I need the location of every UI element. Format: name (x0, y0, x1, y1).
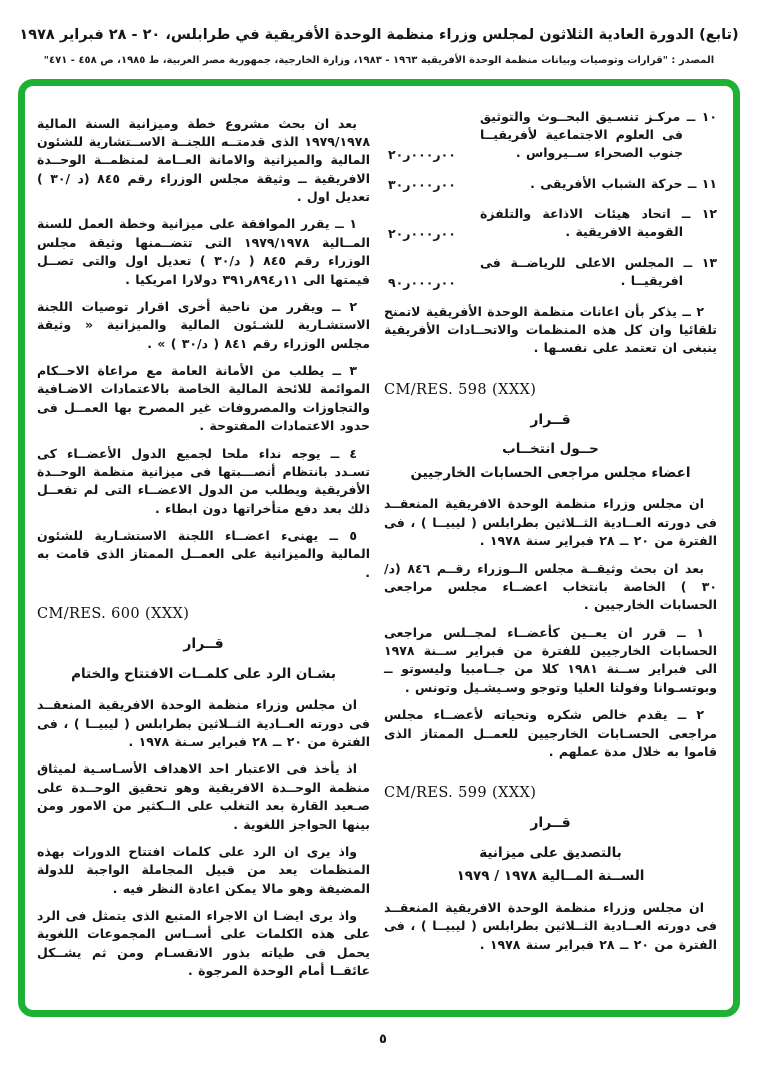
resolution-heading-line: بالتصديق على ميزانية (479, 844, 622, 861)
subvention-item-text: ١٠ ــ مركـز تنسـيق البحــوث والتوثيق فى العلوم الاجتماعية لأفريقيــا جنوب الصحراء ســيرواس . (480, 108, 717, 161)
resolution-paragraph: ١ ــ يقرر الموافقة على ميزانية وخطة العمل للسنة المــالية ١٩٧٩/١٩٧٨ التى تتضــمنها وثيقة مجلس الوزراء رقم ٨٤٥ ( د/٣٠ ) تعديل اول والتى تصــل قيمتها الى ١١ر٨٩٤ر٣٩١ دولارا امريكيا . (37, 216, 371, 287)
subvention-item (384, 175, 717, 193)
subvention-item-amount: ٠٠ر٠٠٠ر٣٠ (388, 177, 456, 193)
page-header (0, 0, 758, 66)
content-frame (18, 79, 740, 1017)
resolution-paragraph: اذ يأخذ فى الاعتبار احد الاهداف الأسـاسـية لميثاق منظمة الوحــدة الافريقية وهو تحقيق الوحــدة على صـعيد القارة بعد التغلب على الــكثير من الامور ومن بينها الحواجز اللغوية . (37, 761, 370, 832)
page-title: (تابع) الدورة العادية الثلاثون لمجلس وزراء منظمة الوحدة الأفريقية في طرابلس، ٢٠ - ٢٨ فبراير ١٩٧٨ (19, 27, 739, 43)
resolution-heading (384, 842, 717, 889)
resolution-paragraph: واذ يرى ان الرد على كلمات افتتاح الدورات بهذه المنظمات يعد من قبيل المجاملة الواجبة للدولة المضيفة وهو مالا يمكن اعادة النظر فيه . (37, 843, 370, 896)
subvention-item-text: ١٣ ــ المجلس الاعلى للرياضــة فى افريقيــا . (480, 254, 717, 289)
resolution-paragraph: ٤ ــ يوجه نداء ملحا لجميع الدول الأعضــاء كى تسـدد بانتظام أنصـــبتها فى ميزانية منظمة الوحــدة الأفريقية ويطلب من الدول الاعضــاء التى لم تفعــل ذلك بعد دفع متأخراتها دون ابطاء . (37, 445, 370, 516)
resolution-paragraph: بعد ان بحث مشروع خطة وميزانية السنة المالية ١٩٧٩/١٩٧٨ الذى قدمتــه اللجنــة الاســتشارية للشئون المالية والميزانية والامانة العــامة لمنظمــة الوحــدة الافريقية ــ وثيقة مجلس الوزراء رقم ٨٤٥ (د /٣٠ ) تعديل اول . (37, 115, 370, 205)
subvention-item (384, 108, 717, 163)
page-number: ٥ (379, 1031, 387, 1047)
subvention-item-amount: ٠٠ر٠٠٠ر٩٠ (388, 274, 456, 290)
resolution-heading-line: قــرار (183, 636, 224, 653)
resolution-heading-line: قــرار (530, 411, 571, 428)
resolution-paragraph: ٢ ــ يقدم خالص شكره وتحياته لأعضــاء مجلس مراجعى الحسـابات الخارجيين للعمــل الممتاز الذى قاموا به خلال مدة عملهم . (384, 707, 717, 759)
resolution-paragraph: ان مجلس وزراء منظمة الوحدة الافريقية المنعقــد فى دورته العــادية الثــلاثين بطرابلس ( ليبيــا ) ، فى الفترة من ٢٠ ــ ٢٨ فبراير سنة ١٩٧٨ . (384, 496, 717, 549)
subvention-item-amount: ٠٠ر٠٠٠ر٢٠ (388, 146, 456, 162)
resolution-heading-line: الســنة المــالية ١٩٧٨ / ١٩٧٩ (456, 868, 645, 885)
resolution-heading (37, 663, 370, 687)
resolution-paragraph: ٢ ــ ويقرر من ناحية أخرى اقرار توصيات اللجنة الاستشـارية للشـئون المالية والميزانية « وثيقة مجلس الوزراء رقم ٨٤١ ( د/٣٠ ) » . (37, 298, 370, 351)
subvention-item (384, 205, 717, 242)
page-footer (0, 1028, 758, 1047)
subvention-item-text: ١١ ــ حركة الشباب الأفريقى . (530, 175, 717, 191)
resolution-paragraph: واذ يرى ايضـا ان الاجراء المتبع الذى يتمثل فى الرد على هذه الكلمات على أســاس المجموعات اللغوية يحمل فى طياته بذور الانقسـام ومن ثم يشــكل عائقــا أمام الوحدة المرجوة . (37, 908, 370, 979)
resolution-heading (384, 438, 717, 485)
column-right (384, 106, 717, 1010)
resolution-heading-line: قــرار (530, 815, 571, 832)
resolution-paragraph: ٣ ــ يطلب من الأمانة العامة مع مراعاة الاحــكام الموائمة للائحة المالية الخاصة بالاعتمادات الاضـافية والتجاوزات والمصروفات غير المصرح بها العمــل فى حدود الاعتمادات المفتوحة . (37, 363, 370, 434)
resolution-heading-line: حــول انتخــاب (502, 441, 599, 458)
resolution-paragraph: ٢ ــ يذكر بأن اعانات منظمة الوحدة الأفريقية لاتمنح تلقائيا وان كل هذه المنظمات والاتحــادات الأفريقية ينبغى ان تعتمد على نفسـها . (384, 303, 717, 356)
resolution-heading (37, 632, 370, 657)
resolution-paragraph: ان مجلس وزراء منظمة الوحدة الافريقية المنعقــد فى دورته العــادية الثــلاثين بطرابلس ( ليبيــا ) ، فى الفترة من ٢٠ ــ ٢٨ فبراير سنة ١٩٧٨ . (384, 900, 717, 952)
subvention-item (384, 254, 717, 291)
resolution-code: CM/RES. 598 (XXX) (384, 381, 537, 398)
resolution-heading (384, 811, 717, 836)
subvention-item-amount: ٠٠ر٠٠٠ر٢٠ (388, 225, 456, 241)
resolution-paragraph: بعد ان بحث وثيقــة مجلس الــوزراء رقــم ٨٤٦ (د/٣٠ ) الخاصة بانتخاب اعضــاء مجلس مراجعى الحسابات الخارجيين . (384, 560, 717, 613)
column-left (37, 106, 370, 1010)
subvention-list (384, 108, 717, 291)
source-citation: المصدر : "قرارات وتوصيات وبيانات منظمة الوحدة الأفريقية ١٩٦٣ - ١٩٨٣، وزارة الخارجية، جمهورية مصر العربية، ط ١٩٨٥، ص ٤٥٨ - ٤٧١" (43, 54, 715, 66)
resolution-heading-line: بشـان الرد على كلمــات الافتتاح والختام (71, 665, 336, 682)
resolution-heading (384, 408, 717, 433)
resolution-code: CM/RES. 599 (XXX) (384, 785, 537, 802)
resolution-paragraph: ١ ــ قرر ان يعــين كأعضــاء لمجــلس مراجعى الحسابات الخارجيين للفترة من فبراير ســنة ١٩٧٨ الى فبراير ســنة ١٩٨١ كلا من جــامبيا وليسوتو ــ وبوتسـوانا وفولتا العليا وتوجو وسـيشـيل وتونس . (384, 624, 717, 695)
resolution-paragraph: ٥ ــ يهنىء اعضــاء اللجنة الاستشـارية للشئون المالية والميزانية على العمــل الممتاز الذى قامت به . (37, 528, 370, 580)
resolution-code: CM/RES. 600 (XXX) (37, 606, 190, 623)
subvention-item-text: ١٢ ــ اتحاد هيئات الاذاعة والتلفزة القومية الافريقية . (480, 206, 717, 240)
resolution-heading-line: اعضاء مجلس مراجعى الحسابات الخارجيين (410, 464, 691, 481)
resolution-paragraph: ان مجلس وزراء منظمة الوحدة الافريقية المنعقــد فى دورته العــادية الثــلاثين بطرابلس ( ليبيــا ) ، فى الفترة من ٢٠ ــ ٢٨ فبراير سـنة ١٩٧٨ . (37, 697, 370, 750)
